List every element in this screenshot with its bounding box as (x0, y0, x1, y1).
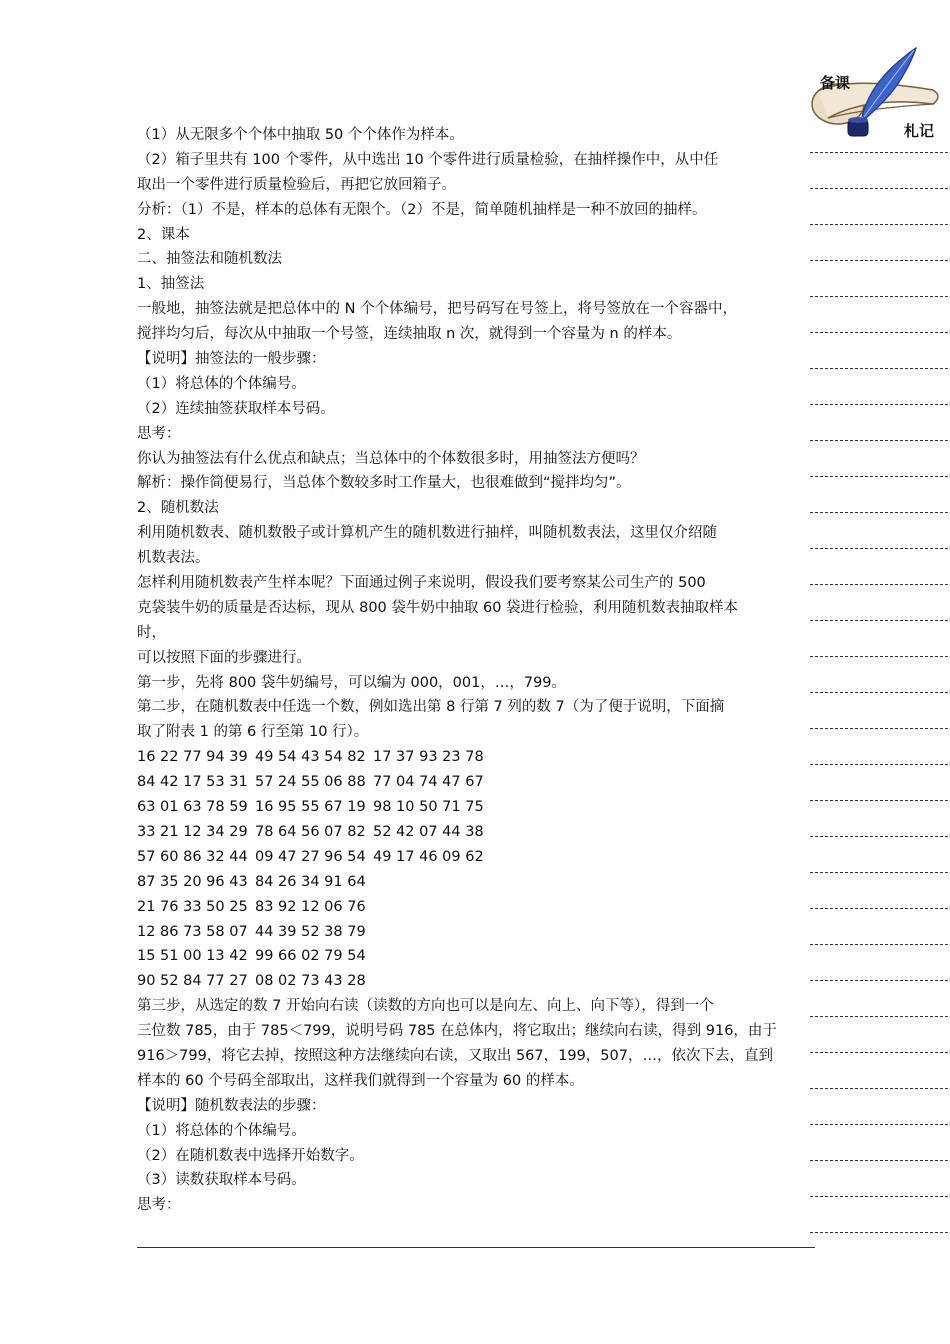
note-line (810, 764, 948, 765)
section-heading: 二、抽签法和随机数法 (137, 251, 282, 268)
random-table-cell: 99 66 02 79 54 (255, 948, 366, 965)
random-table-row (137, 969, 817, 994)
random-table-cell: 49 17 46 09 62 (373, 848, 484, 865)
note-line (810, 692, 948, 693)
random-table-cell: 16 22 77 94 39 (137, 749, 248, 766)
note-line (810, 944, 948, 945)
note-line (810, 368, 948, 369)
random-table-cell: 77 04 74 47 67 (373, 774, 484, 791)
random-table-cell: 78 64 56 07 82 (255, 823, 366, 840)
note-line (810, 908, 948, 909)
text-line: 克袋装牛奶的质量是否达标，现从 800 袋牛奶中抽取 60 袋进行检验，利用随机数表抽取样本 (137, 599, 739, 616)
text-line: 可以按照下面的步骤进行。 (137, 649, 311, 666)
random-table-row (137, 745, 817, 770)
random-table-cell: 16 95 55 67 19 (255, 799, 366, 816)
random-table-cell: 15 51 00 13 42 (137, 948, 248, 965)
note-line (810, 1124, 948, 1125)
text-line: 思考： (137, 425, 181, 442)
text-line: 你认为抽签法有什么优点和缺点；当总体中的个体数很多时，用抽签法方便吗？ (137, 450, 645, 467)
text-line: （1）从无限多个个体中抽取 50 个个体作为样本。 (137, 127, 464, 143)
text-line: 一般地，抽签法就是把总体中的 N 个个体编号，把号码写在号签上，将号签放在一个容器中， (137, 301, 738, 318)
note-line (810, 1232, 948, 1233)
text-line: 怎样利用随机数表产生样本呢？下面通过例子来说明，假设我们要考察某公司生产的 500 (137, 575, 706, 592)
random-number-table (137, 745, 817, 994)
note-line (810, 548, 948, 549)
note-line (810, 1016, 948, 1017)
random-table-cell: 17 37 93 23 78 (373, 749, 484, 766)
note-line (810, 224, 948, 225)
random-table-row (137, 845, 817, 870)
logo-top-text: 备课 (820, 74, 851, 92)
logo-bottom-text: 札记 (904, 122, 935, 140)
random-table-row (137, 920, 817, 945)
note-line (810, 188, 948, 189)
text-line: （2）在随机数表中选择开始数字。 (137, 1147, 364, 1164)
section-heading: 1、抽签法 (137, 276, 205, 293)
text-line: 分析：（1）不是，样本的总体有无限个。（2）不是，简单随机抽样是一种不放回的抽样。 (137, 201, 707, 218)
note-line (810, 1052, 948, 1053)
text-line: 【说明】随机数表法的步骤： (137, 1097, 326, 1114)
random-table-cell (373, 870, 513, 895)
random-table-row (137, 895, 817, 920)
margin-note-lines (810, 152, 948, 1268)
text-line: 【说明】抽签法的一般步骤： (137, 351, 326, 368)
random-table-cell: 57 24 55 06 88 (255, 774, 366, 791)
note-line (810, 512, 948, 513)
note-line (810, 476, 948, 477)
random-table-cell: 52 42 07 44 38 (373, 823, 484, 840)
random-table-cell: 33 21 12 34 29 (137, 823, 248, 840)
text-line: 搅拌均匀后，每次从中抽取一个号签，连续抽取 n 次，就得到一个容量为 n 的样本。 (137, 326, 682, 343)
text-line: 利用随机数表、随机数骰子或计算机产生的随机数进行抽样，叫随机数表法，这里仅介绍随 (137, 525, 717, 542)
text-line: 第一步，先将 800 袋牛奶编号，可以编为 000，001，…，799。 (137, 674, 567, 691)
note-line (810, 620, 948, 621)
note-line (810, 152, 948, 153)
random-table-cell: 98 10 50 71 75 (373, 799, 484, 816)
text-line: 样本的 60 个号码全部取出，这样我们就得到一个容量为 60 的样本。 (137, 1072, 584, 1089)
random-table-cell: 84 26 34 91 64 (255, 873, 366, 890)
random-table-cell: 83 92 12 06 76 (255, 898, 366, 915)
text-line: 三位数 785，由于 785＜799，说明号码 785 在总体内，将它取出；继续向右读，得到 916，由于 (137, 1023, 777, 1040)
note-line (810, 800, 948, 801)
note-line (810, 296, 948, 297)
note-line (810, 836, 948, 837)
random-table-cell: 84 42 17 53 31 (137, 774, 248, 791)
random-table-row (137, 870, 817, 895)
random-table-cell (373, 944, 513, 969)
note-line (810, 440, 948, 441)
notes-logo (808, 46, 946, 146)
random-table-cell (373, 895, 513, 920)
note-line (810, 656, 948, 657)
note-line (810, 728, 948, 729)
text-line: 解析：操作简便易行，当总体个数较多时工作量大，也很难做到“搅拌均匀”。 (137, 475, 631, 492)
random-table-cell: 63 01 63 78 59 (137, 799, 248, 816)
random-table-row (137, 770, 817, 795)
random-table-cell (373, 969, 513, 994)
section-heading: 2、随机数法 (137, 500, 219, 517)
note-line (810, 1196, 948, 1197)
text-line: 取了附表 1 的第 6 行至第 10 行）。 (137, 724, 369, 741)
text-line: 第三步，从选定的数 7 开始向右读（读数的方向也可以是向左、向上、向下等），得到一个 (137, 998, 714, 1015)
random-table-cell: 57 60 86 32 44 (137, 848, 248, 865)
random-table-cell: 21 76 33 50 25 (137, 898, 248, 915)
note-line (810, 1088, 948, 1089)
note-line (810, 872, 948, 873)
note-line (810, 332, 948, 333)
random-table-cell: 44 39 52 38 79 (255, 923, 366, 940)
random-table-cell: 90 52 84 77 27 (137, 973, 248, 990)
text-line: 时， (137, 624, 166, 641)
random-table-cell: 12 86 73 58 07 (137, 923, 248, 940)
text-line: 思考： (137, 1197, 181, 1214)
random-table-cell (373, 920, 513, 945)
section-heading: 2、课本 (137, 226, 190, 243)
text-line: 916＞799，将它去掉，按照这种方法继续向右读，又取出 567，199，507，…，依次下去，直到 (137, 1047, 773, 1064)
note-line (810, 404, 948, 405)
document-body (137, 123, 817, 1218)
text-line: （3）读数获取样本号码。 (137, 1172, 306, 1189)
random-table-row (137, 820, 817, 845)
text-line: （2）连续抽签获取样本号码。 (137, 400, 335, 417)
random-table-row (137, 944, 817, 969)
text-line: 取出一个零件进行质量检验后，再把它放回箱子。 (137, 176, 456, 193)
text-line: 第二步，在随机数表中任选一个数，例如选出第 8 行第 7 列的数 7（为了便于说明，下面摘 (137, 699, 725, 716)
text-line: （1）将总体的个体编号。 (137, 1122, 306, 1139)
bottom-divider (137, 1247, 815, 1248)
random-table-cell: 08 02 73 43 28 (255, 973, 366, 990)
random-table-cell: 09 47 27 96 54 (255, 848, 366, 865)
random-table-cell: 87 35 20 96 43 (137, 873, 248, 890)
note-line (810, 260, 948, 261)
random-table-cell: 49 54 43 54 82 (255, 749, 366, 766)
note-line (810, 584, 948, 585)
note-line (810, 980, 948, 981)
text-line: 机数表法。 (137, 550, 210, 567)
random-table-row (137, 795, 817, 820)
text-line: （2）箱子里共有 100 个零件，从中选出 10 个零件进行质量检验，在抽样操作中，从中任 (137, 151, 719, 168)
text-line: （1）将总体的个体编号。 (137, 375, 306, 392)
note-line (810, 1160, 948, 1161)
